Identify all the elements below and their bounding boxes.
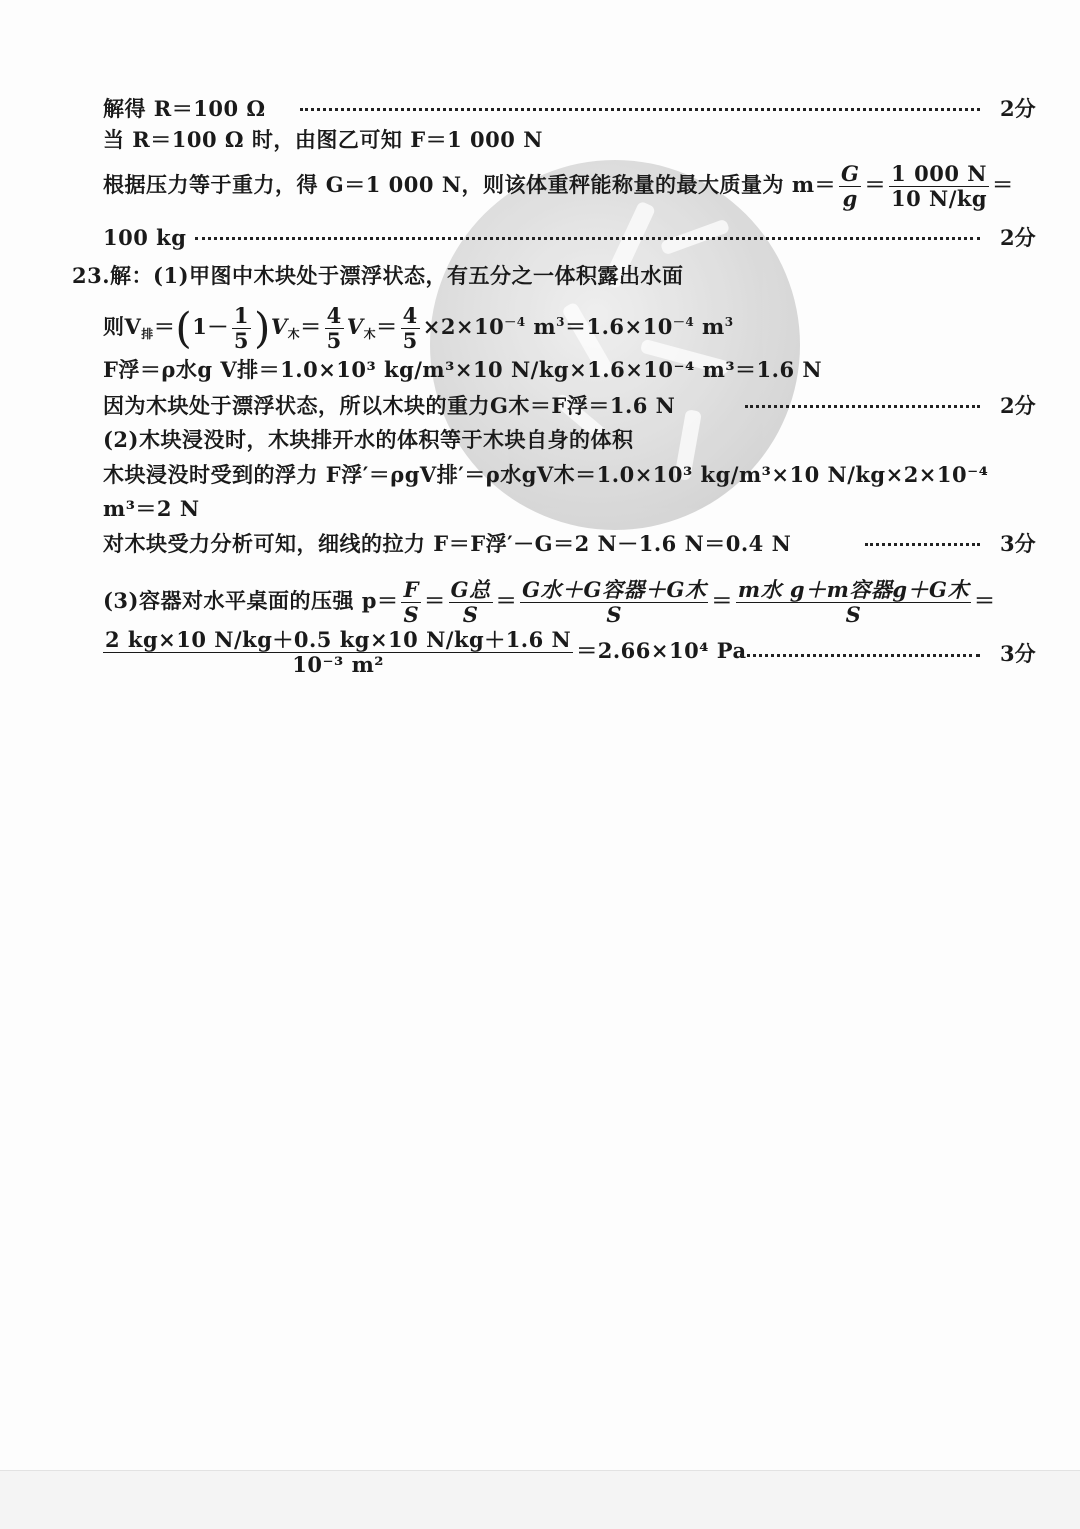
formula-part: V (346, 314, 364, 339)
fraction-denominator: 10⁻³ m² (292, 652, 384, 677)
fraction-numerator: G (841, 161, 860, 186)
score-leader-4 (865, 543, 980, 546)
line-submerged-buoyancy: 木块浸没时受到的浮力 F浮′＝ρgV排′＝ρ水gV木＝1.0×10³ kg/m³×10 N/kg×2×10⁻⁴ (103, 462, 989, 487)
fraction-gtotal-over-s (449, 578, 493, 627)
fraction-weight-over-g (889, 162, 989, 211)
line-block-weight: 因为木块处于漂浮状态，所以木块的重力G木＝F浮＝1.6 N (103, 393, 676, 418)
equals-sign: ＝ (300, 314, 322, 339)
fraction-numerator: F (401, 578, 421, 603)
score-leader-5 (740, 654, 980, 657)
score-leader-3 (745, 405, 980, 408)
fraction-numeric-pressure (103, 628, 573, 677)
score-leader-1 (300, 108, 980, 111)
subscript: 木 (363, 327, 377, 341)
fraction-g-over-g (839, 162, 861, 211)
equals-sign: ＝ (973, 588, 996, 613)
line-part-2: (2)木块浸没时，木块排开水的体积等于木块自身的体积 (103, 427, 634, 452)
fraction-numerator: 1 (233, 303, 249, 328)
fraction-denominator: S (403, 602, 420, 627)
equals-sign: ＝ (711, 588, 733, 613)
equals-sign: ＝ (864, 172, 886, 197)
score-3: 2分 (1000, 393, 1036, 418)
score-5: 3分 (1000, 641, 1036, 666)
pressure-text: (3)容器对水平桌面的压强 p＝ (103, 588, 399, 613)
line-force-from-graph: 当 R＝100 Ω 时，由图乙可知 F＝1 000 N (103, 127, 543, 152)
score-1: 2分 (1000, 96, 1036, 121)
fraction-denominator: S (845, 602, 862, 627)
fraction-denominator: g (842, 186, 858, 211)
pressure-result: ＝2.66×10⁴ Pa (576, 638, 747, 663)
superscript: 3 (724, 315, 734, 329)
fraction-denominator: S (462, 602, 479, 627)
fraction-numerator: 1 000 N (889, 162, 989, 187)
formula-part: ×2×10 (422, 314, 505, 339)
line-submerged-result: m³＝2 N (103, 496, 200, 521)
fraction-denominator: 5 (402, 328, 418, 353)
equals-sign: ＝ (992, 172, 1014, 197)
line-buoyant-force: F浮＝ρ水g V排＝1.0×10³ kg/m³×10 N/kg×1.6×10⁻⁴ m³＝1.6 N (103, 357, 823, 382)
formula-part: 则V (103, 314, 142, 339)
max-mass-text: 根据压力等于重力，得 G＝1 000 N，则该体重秤能称量的最大质量为 m＝ (103, 172, 837, 197)
fraction-f-over-s (401, 578, 421, 627)
right-paren: ) (253, 303, 271, 353)
formula-part: 1－ (192, 314, 229, 339)
fraction-weights-over-s (520, 578, 708, 627)
fraction-numerator: G水＋G容器＋G木 (522, 577, 707, 602)
line-max-mass (103, 162, 1014, 211)
fraction-one-fifth (232, 304, 251, 353)
question-23-heading: 23.解：(1)甲图中木块处于漂浮状态，有五分之一体积露出水面 (72, 263, 684, 288)
equals-sign: ＝ (153, 314, 176, 339)
fraction-numerator: G总 (450, 577, 491, 602)
fraction-numerator: 4 (326, 303, 342, 328)
equals-sign: ＝ (495, 588, 518, 613)
score-4: 3分 (1000, 531, 1036, 556)
line-solve-r: 解得 R＝100 Ω (103, 96, 266, 121)
line-string-tension: 对木块受力分析可知，细线的拉力 F＝F浮′－G＝2 N－1.6 N＝0.4 N (103, 531, 792, 556)
fraction-denominator: S (606, 602, 623, 627)
score-2: 2分 (1000, 225, 1036, 250)
equals-sign: ＝ (424, 588, 446, 613)
formula-part: m (525, 314, 557, 339)
fraction-four-fifths (401, 304, 420, 353)
line-pressure-formula (103, 578, 995, 627)
fraction-four-fifths (325, 304, 344, 353)
line-mass-result: 100 kg (103, 225, 187, 250)
fraction-denominator: 5 (233, 328, 249, 353)
subscript: 排 (141, 327, 154, 341)
formula-part: m (694, 314, 725, 339)
superscript: 3 (556, 315, 565, 329)
superscript: －4 (672, 315, 695, 329)
line-displaced-volume (103, 304, 734, 353)
fraction-denominator: 10 N/kg (890, 186, 988, 211)
formula-part: V (270, 314, 288, 339)
formula-part: ＝1.6×10 (565, 314, 673, 339)
fraction-numerator: 2 kg×10 N/kg＋0.5 kg×10 N/kg＋1.6 N (105, 627, 572, 652)
superscript: －4 (504, 315, 526, 329)
line-pressure-result (103, 628, 747, 677)
left-paren: ( (175, 303, 193, 353)
score-leader-2 (195, 237, 980, 240)
equals-sign: ＝ (376, 314, 398, 339)
fraction-denominator: 5 (326, 328, 342, 353)
subscript: 木 (287, 327, 301, 341)
fraction-numerator: 4 (402, 303, 418, 328)
page-bottom-margin (0, 1470, 1080, 1529)
fraction-numerator: m水 g＋m容器g＋G木 (737, 577, 969, 602)
fraction-masses-over-s (736, 578, 971, 627)
